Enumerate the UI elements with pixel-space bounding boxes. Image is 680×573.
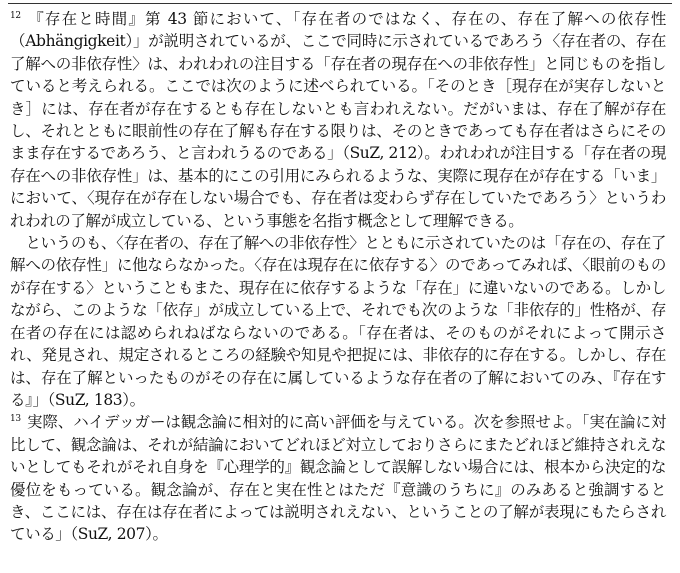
footnote-separator-rule bbox=[8, 3, 672, 4]
footnote-12-text-2: というのも、〈存在者の、存在了解への非依存性〉とともに示されていたのは「存在の、存在了解への依存性」に他ならなかった。〈存在は現存在に依存する〉のであってみれば、〈眼前のものが存在する〉ということもまた、現存在に依存するような「存在」に違いないのである。しかしながら、このような「依存」が成立している上で、それでも次のような「非依存的」性格が、存在者の存在には認められねばならないのである。「存在者は、そのものがそれによって開示され、発見され、規定されるところの経験や知見や把捉には、非依存的に存在する。しかし、存在は、存在了解といったものがその存在に属しているような存在者の了解においてのみ、『存在する』」（SuZ, 183）。 bbox=[10, 234, 666, 409]
footnote-13-text-1: 実際、ハイデッガーは観念論に相対的に高い評価を与えている。次を参照せよ。「実在論に対比して、観念論は、それが結論においてどれほど対立しておりさらにまたどれほど維持されえないとしてもそれがそれ自身を『心理学的』観念論として誤解しない場合には、根本から決定的な優位をもっている。観念論が、存在と実在性とはただ『意識のうちに』のみあると強調するとき、ここには、存在は存在者によっては説明されえない、ということの了解が表現にもたらされている」（SuZ, 207）。 bbox=[10, 413, 666, 544]
footnote-12-paragraph-1 bbox=[10, 8, 666, 232]
footnote-12-number: 12 bbox=[10, 11, 21, 21]
footnote-12-paragraph-2 bbox=[10, 232, 666, 411]
footnote-13 bbox=[10, 411, 666, 545]
footnotes-block bbox=[10, 8, 666, 546]
footnote-12 bbox=[10, 8, 666, 411]
footnote-13-paragraph-1 bbox=[10, 411, 666, 545]
footnote-12-text-1: 『存在と時間』第 43 節において、「存在者のではなく、存在の、存在了解への依存性（Abhängigkeit）」が説明されているが、ここで同時に示されているであろう〈存在者の、存在了解への非依存性〉は、われわれの注目する「存在者の現存在への非依存性」と同じものを指していると考えられる。ここでは次のように述べられている。「そのとき［現存在が実存しないとき］には、存在者が存在するとも存在しないとも言われえない。だがいまは、存在了解が存在し、それとともに眼前性の存在了解も存在する限りは、そのときであっても存在者はさらにそのまま存在するであろう、と言われうるのである」（SuZ, 212）。われわれが注目する「存在者の現存在への非依存性」は、基本的にこの引用にみられるような、実際に現存在が存在する「いま」において、〈現存在が存在しない場合でも、存在者は変わらず存在していたであろう〉というわれわれの了解が成立している、という事態を名指す概念として理解できる。 bbox=[10, 10, 666, 230]
footnote-13-number: 13 bbox=[10, 414, 21, 425]
